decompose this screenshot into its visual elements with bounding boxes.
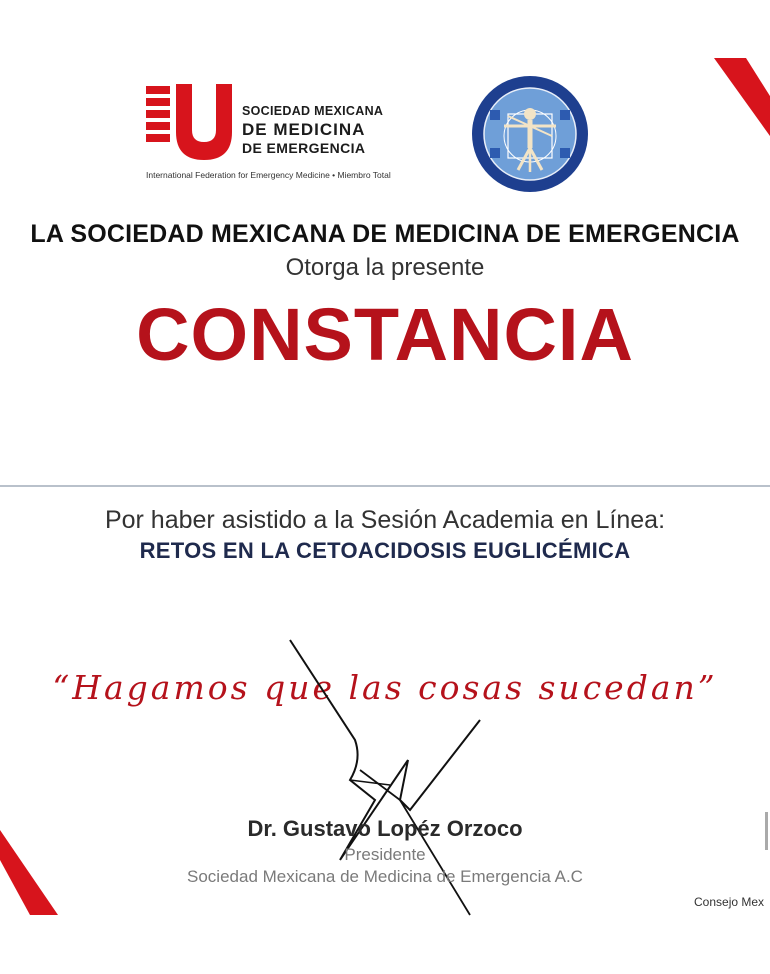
attendance-statement: Por haber asistido a la Sesión Academia en Línea: — [104, 506, 666, 534]
logo-text-line-2: DE MEDICINA — [242, 120, 366, 139]
signer-name: Dr. Gustavo Lopéz Orzoco — [247, 816, 523, 841]
certificate-title: CONSTANCIA — [136, 293, 634, 376]
signer-organization: Sociedad Mexicana de Medicina de Emergencia A.C — [187, 867, 583, 886]
logo-text-line-3: DE EMERGENCIA — [242, 140, 366, 156]
organization-heading: LA SOCIEDAD MEXICANA DE MEDICINA DE EMERGENCIA — [30, 220, 740, 248]
footer-partial-text: Consejo Mex — [694, 895, 765, 909]
logo-text-line-1: SOCIEDAD MEXICANA — [242, 104, 384, 118]
divider-line — [0, 485, 770, 487]
motto: “Hagamos que las cosas sucedan” — [52, 668, 718, 707]
red-u-logo-icon — [146, 84, 236, 162]
logo-subtitle: International Federation for Emergency Medicine • Miembro Total — [146, 170, 391, 180]
signer-role: Presidente — [344, 845, 426, 864]
vitruvian-man-seal-icon — [470, 74, 590, 194]
grants-line: Otorga la presente — [285, 254, 485, 281]
session-title: RETOS EN LA CETOACIDOSIS EUGLICÉMICA — [139, 538, 631, 563]
edge-mark — [765, 812, 768, 850]
corner-stripe-top-right — [700, 40, 770, 140]
